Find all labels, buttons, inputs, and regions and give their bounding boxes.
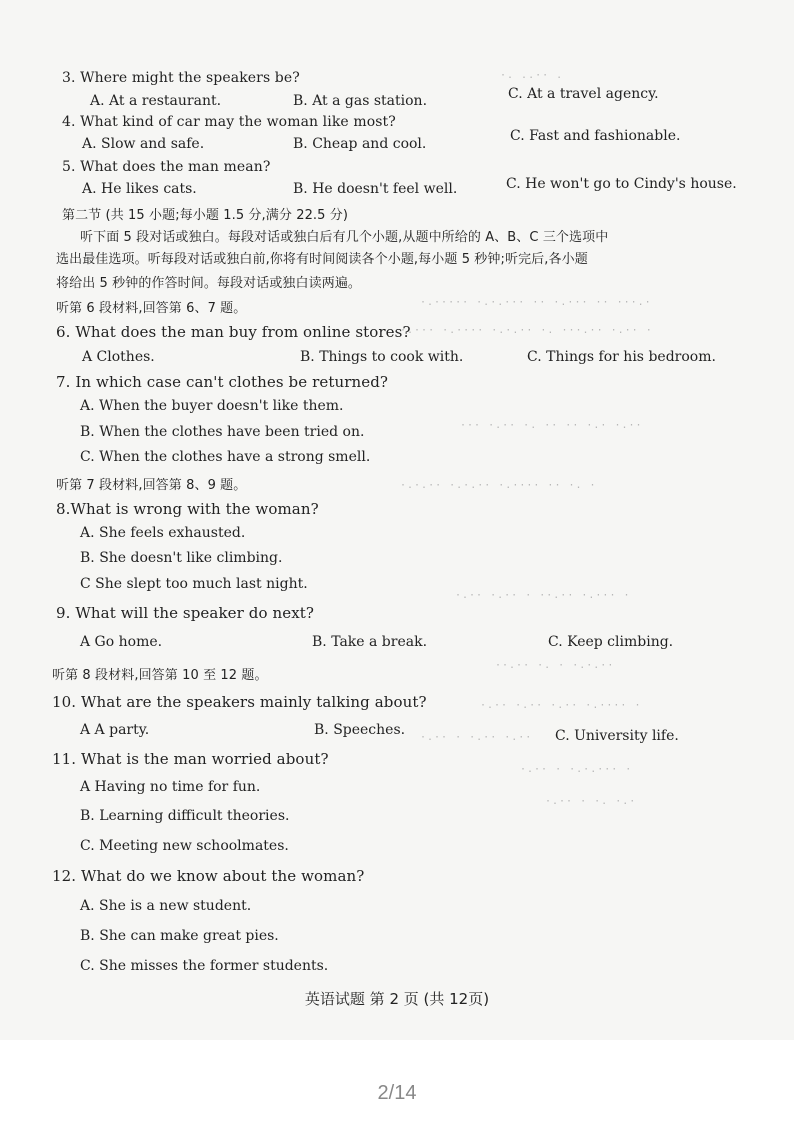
option-8b: B. She doesn't like climbing. bbox=[80, 550, 283, 566]
bleed-through-mark: ·. ..·· . bbox=[500, 70, 564, 81]
option-10b: B. Speeches. bbox=[314, 722, 406, 738]
bleed-through-mark: ·.··· ·.···· ·.·.·· ·. ···.·· ·.·· · bbox=[400, 325, 653, 336]
option-7a: A. When the buyer doesn't like them. bbox=[80, 398, 344, 414]
option-6a: A Clothes. bbox=[82, 349, 155, 365]
option-4b: B. Cheap and cool. bbox=[293, 136, 427, 152]
option-5a: A. He likes cats. bbox=[82, 181, 197, 197]
question-6: 6. What does the man buy from online stores? bbox=[56, 323, 411, 341]
option-3b: B. At a gas station. bbox=[293, 93, 428, 109]
option-9a: A Go home. bbox=[80, 634, 163, 650]
option-12c: C. She misses the former students. bbox=[80, 958, 329, 974]
option-11c: C. Meeting new schoolmates. bbox=[80, 838, 289, 854]
option-10a: A A party. bbox=[80, 722, 150, 738]
option-12b: B. She can make great pies. bbox=[80, 928, 279, 944]
option-6b: B. Things to cook with. bbox=[300, 349, 464, 365]
section-2-instructions-line-1: 听下面 5 段对话或独白。每段对话或独白后有几个小题,从题中所给的 A、B、C 三个选项中 bbox=[80, 230, 609, 245]
option-5b: B. He doesn't feel well. bbox=[293, 181, 458, 197]
question-8: 8.What is wrong with the woman? bbox=[56, 500, 319, 518]
option-6c: C. Things for his bedroom. bbox=[527, 349, 716, 365]
option-9c: C. Keep climbing. bbox=[548, 634, 674, 650]
option-5c: C. He won't go to Cindy's house. bbox=[506, 176, 737, 192]
question-4: 4. What kind of car may the woman like most? bbox=[62, 114, 396, 130]
bleed-through-mark: ·.·.·· ·.·.·· ·.···· ·· ·. · bbox=[400, 480, 597, 491]
bleed-through-mark: ·.·· · ·. ·.· bbox=[545, 796, 637, 807]
question-11: 11. What is the man worried about? bbox=[52, 750, 329, 768]
option-11b: B. Learning difficult theories. bbox=[80, 808, 290, 824]
option-4a: A. Slow and safe. bbox=[82, 136, 205, 152]
option-3c: C. At a travel agency. bbox=[508, 86, 659, 102]
bleed-through-mark: ··.·· ·. · ·.·.·· bbox=[495, 660, 615, 671]
option-12a: A. She is a new student. bbox=[80, 898, 252, 914]
material-7-heading: 听第 7 段材料,回答第 8、9 题。 bbox=[56, 478, 247, 493]
option-3a: A. At a restaurant. bbox=[90, 93, 222, 109]
bleed-through-mark: ·.·· · ·.·· ·.·· bbox=[420, 732, 533, 743]
section-2-heading: 第二节 (共 15 小题;每小题 1.5 分,满分 22.5 分) bbox=[62, 208, 349, 223]
question-10: 10. What are the speakers mainly talking about? bbox=[52, 693, 427, 711]
bleed-through-mark: ·.·· · ·.·.··· · bbox=[520, 764, 633, 775]
question-9: 9. What will the speaker do next? bbox=[56, 604, 315, 622]
section-2-instructions-line-3: 将给出 5 秒钟的作答时间。每段对话或独白读两遍。 bbox=[56, 276, 362, 291]
question-3: 3. Where might the speakers be? bbox=[62, 70, 300, 86]
material-8-heading: 听第 8 段材料,回答第 10 至 12 题。 bbox=[52, 668, 268, 683]
bleed-through-mark: ·.·· ·.·· ·.·· ·.···· · bbox=[480, 700, 642, 711]
option-7c: C. When the clothes have a strong smell. bbox=[80, 449, 371, 465]
option-7b: B. When the clothes have been tried on. bbox=[80, 424, 365, 440]
option-9b: B. Take a break. bbox=[312, 634, 428, 650]
bleed-through-mark: ·.·· ·.·· · ··.·· ·.··· · bbox=[455, 590, 631, 601]
question-7: 7. In which case can't clothes be returned? bbox=[56, 373, 389, 391]
option-8c: C She slept too much last night. bbox=[80, 576, 308, 592]
page-indicator: 2/14 bbox=[377, 1082, 417, 1104]
bleed-through-mark: ··· ·.·· ·. ·· ·· ·.· ·.·· bbox=[460, 420, 643, 431]
question-12: 12. What do we know about the woman? bbox=[52, 867, 365, 885]
option-4c: C. Fast and fashionable. bbox=[510, 128, 681, 144]
option-10c: C. University life. bbox=[555, 728, 679, 744]
option-8a: A. She feels exhausted. bbox=[80, 525, 246, 541]
question-5: 5. What does the man mean? bbox=[62, 159, 271, 175]
material-6-heading: 听第 6 段材料,回答第 6、7 题。 bbox=[56, 301, 247, 316]
section-2-instructions-line-2: 选出最佳选项。听每段对话或独白前,你将有时间阅读各个小题,每小题 5 秒钟;听完后,各小题 bbox=[56, 252, 588, 267]
bleed-through-mark: ·.····· ·.·.··· ·· ·.··· ·· ···.· bbox=[420, 297, 652, 308]
page-footer: 英语试题 第 2 页 (共 12页) bbox=[304, 990, 490, 1008]
option-11a: A Having no time for fun. bbox=[80, 779, 261, 795]
